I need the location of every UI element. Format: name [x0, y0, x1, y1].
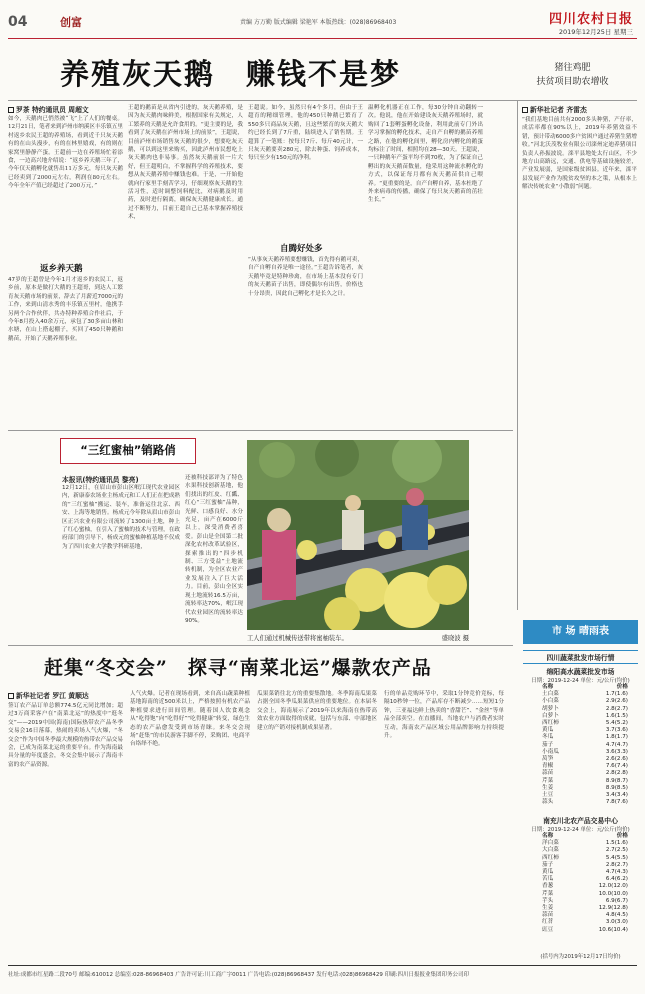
table-row — [540, 855, 630, 862]
market1-name: 绵阳高水蔬菜批发市场 — [546, 668, 615, 676]
winter-headline: 赶集“冬交会” 探寻“南菜北运”爆款农产品 — [44, 657, 432, 679]
vegetable-price: 1.5(1.6) — [605, 840, 628, 847]
vegetable-price: 10.0(10.0) — [598, 890, 628, 897]
right-column-divider — [517, 100, 518, 610]
vegetable-name: 芹菜 — [542, 777, 554, 784]
table-row — [540, 734, 630, 741]
vegetable-price: 7.6(7.4) — [605, 763, 628, 770]
pig-story-body: “我们基地目前共有2000多头种猪，产仔率，成活率都在90%以上，2019年养猪效益不错，预计带动6000多户贫困户通过养猪生猪增收。”河北沃茂牧业有限公司滦州定迪养猪项目负责人孙振波说。滦平县地处太行山区，不少地方山高路远，交通、供电等基础设施较差，产业发展弱，是国家级贫困县。近年来，滦平县发展产业作为脱贫攻坚的本之策，从根本上解决传统农业“小散弱”问题。 — [522, 117, 637, 191]
vegetable-price: 2.8(2.7) — [605, 861, 628, 868]
vegetable-price: 2.7(2.5) — [605, 847, 628, 854]
market2-price-table — [540, 833, 630, 934]
table-row — [540, 778, 630, 785]
table-row — [540, 720, 630, 727]
lead-byline: 罗茶 特约通讯员 周超文 — [8, 104, 123, 114]
kicker-line-1: 猪往鸡肥 — [554, 63, 591, 73]
editors-line: 责编 方万勤 版式编辑 梁艳军 本版热线：(028)86968403 — [240, 19, 397, 26]
table-row — [540, 749, 630, 756]
market1-date: 日期：2019-12-24 单位：元/公斤(均价) — [531, 678, 630, 684]
table-row — [540, 792, 630, 799]
table-row — [540, 862, 630, 869]
vegetable-price: 1.6(1.5) — [605, 712, 628, 719]
vegetable-price: 6.9(6.7) — [605, 897, 628, 904]
vegetable-price: 10.6(10.4) — [598, 926, 628, 933]
column-name-header: 名称 — [542, 833, 554, 839]
vegetable-name: 芋头 — [542, 897, 554, 904]
headline-divider — [8, 100, 637, 101]
vegetable-price: 12.0(12.0) — [598, 883, 628, 890]
table-row — [540, 898, 630, 905]
header-divider — [8, 38, 637, 39]
vegetable-price: 4.7(4.7) — [605, 741, 628, 748]
kicker-line-2: 扶贫项目助农增收 — [536, 77, 609, 87]
table-row — [540, 927, 630, 934]
winter-col3-body: 瓜果菜销往北方的重要集散地。冬季海南瓜果菜占据全国冬季瓜果菜供应的重要地位。在本届冬交会上，海南展示了2019年以来海南在热带高效农业方面取得的成就，包括与东部、中部地区建立的产销对接机制成果显著。 — [257, 691, 377, 731]
vegetable-price: 2.8(2.8) — [605, 770, 628, 777]
vegetable-name: 苦瓜 — [542, 876, 554, 883]
vegetable-name: 黄瓜 — [542, 727, 554, 734]
vegetable-price: 2.6(2.6) — [605, 756, 628, 763]
vegetable-name: 青椒 — [542, 763, 554, 770]
market-section-title: 四川蔬菜批发市场行情 — [523, 650, 638, 664]
table-row — [540, 706, 630, 713]
lead-col1-body: 47岁的王超曾是今年1月才返乡的农民工，返乡前，原本是做打大鹅的王超哥，到达人工繁育灰天鹅市场的前景，辞去了月薪近7000元的工作，来到山清水秀的丰乐镇五里村，他携手另两个合作伙伴，共办特种养殖合作社后，于今年8月投入40余万元，承包了30多亩山林和水塘，在山上搭起棚子，买回了450只种鹅和鹅苗，开始了天鹅养殖事业。 — [8, 277, 123, 342]
vegetable-price: 3.4(3.4) — [605, 792, 628, 799]
table-row — [540, 770, 630, 777]
column-price-header: 价格 — [616, 833, 628, 839]
lead-col3b-body: “从事灰天鹅养殖要想赚钱，首先得有鹅可卖，自产自孵自养是唯一途径。”王超告诉笔者，灰天鹅毕竟是特种珍禽，在市场上基本没有专门的灰天鹅苗子出售，即使偶尔有出售，价格也十分昂贵，因此自己孵化才是长久之计。 — [248, 257, 363, 297]
vegetable-price: 3.7(3.6) — [605, 727, 628, 734]
market2-name: 南充川北农产品交易中心 — [543, 817, 618, 825]
issue-date: 2019年12月25日 星期三 — [558, 28, 633, 36]
market-banner: 市 场 晴雨表 — [523, 620, 638, 644]
vegetable-price: 2.9(2.6) — [605, 698, 628, 705]
vegetable-price: 8.9(8.7) — [605, 777, 628, 784]
vegetable-price: 6.4(6.2) — [605, 876, 628, 883]
vegetable-name: 小南瓜 — [542, 748, 559, 755]
vegetable-name: 豇豆 — [542, 926, 554, 933]
vegetable-price: 5.4(5.5) — [605, 854, 628, 861]
pomelo-byline: 本报讯(特约通讯员 黎亮) — [62, 476, 139, 484]
table-row — [540, 883, 630, 890]
vegetable-name: 芹菜 — [542, 890, 554, 897]
photo-caption: 工人们通过机械传送带将蜜柚装车。 盛晓波 摄 — [247, 635, 469, 642]
subhead-return-home: 返乡养天鹅 — [40, 264, 83, 274]
table-row — [540, 891, 630, 898]
vegetable-price: 1.7(1.6) — [605, 691, 628, 698]
table-row — [540, 742, 630, 749]
vegetable-price: 2.8(2.7) — [605, 705, 628, 712]
vegetable-name: 小白菜 — [542, 698, 559, 705]
vegetable-name: 茄子 — [542, 861, 554, 868]
lead-col4-body: 温孵化机器正在工作，每30分钟自动翻转一次。他说，他在开始建设灰天鹅养殖场时，就购回了1套孵蛋孵化设备，利用此前专门外出学习掌握的孵化技术，走自产自孵的鹅苗养殖之路，在他的孵化间里，孵化房内孵化的鹅蛋均标注了时间，相照均在28—30天。王超说，一只种鹅年产蛋平均不到70枚，为了保证自己孵出的灰天鹅苗数量，他采用这种流水孵化的方式，以保证每月都有灰天鹅苗供自己喂养。“更重要的是，自产自孵自养，基本杜绝了外来病毒的传播，确保了每只灰天鹅苗的茁壮生长。” — [368, 105, 483, 204]
footer-info: 社址:成都市红星路二段70号 邮编:610012 总编室:028-86968403 广告许可证:川工商广字0011 广告电话:(028)86968437 发行电话:(028)86968429 印刷:四川日报报业集团印务公司印 — [8, 972, 469, 978]
lead-col3-body: 王超说。如今，虽然只有4个多月，但由于王超育的精细管理，他的450只种鹅已繁育了550多只商品灰天鹅，且这些繁育的灰天鹅大约已经长到了7斤重，陆续进入了销售期。王超算了一笔账：按每只7斤、每斤40元计，一只灰天鹅要卖280元，除去种蛋、饲养成本，每只至少有150元的净利。 — [248, 105, 363, 162]
vegetable-name: 生姜 — [542, 784, 554, 791]
vegetable-name: 蒜苗 — [542, 770, 554, 777]
winter-col4-body: 行的单品竞购环节中，采取1分钟竞价竞标，每隔10秒钟一位，产品库存不断减少……短短1分钟，三亚福达鲜上热卖的“香甜芒”、“金丝”等单品全部卖空。在直播间，当地农户与消费者实时互动，海南农产品区域公用品牌影响力持续提升。 — [384, 691, 504, 740]
vegetable-price: 3.0(3.0) — [605, 919, 628, 926]
pomelo-col2-body: 还被科技部评为了特色水果科技创新基地，他们找出的红皮、红瓤、红心“三红蜜柚”品种，光鲜、口感良好、水分充足，亩产在6000斤以上，深受消费者喜爱。彭山是全国第二批深化农村改革试验区，探索推出的“四步机制、三方受益”土地流转机制，为全区农业产业发展注入了巨大活力。目前，彭山全区实现土地流转16.5万亩，流转率达70%，岷江现代农业园区的流转率达90%。 — [185, 475, 243, 624]
table-row — [540, 919, 630, 926]
pomelo-photo — [247, 440, 469, 630]
section-divider-2 — [8, 645, 513, 646]
table-row — [540, 698, 630, 705]
vegetable-name: 蒜苗 — [542, 912, 554, 919]
market1-price-table — [540, 684, 630, 806]
column-price-header: 价格 — [616, 684, 628, 690]
table-row — [540, 876, 630, 883]
vegetable-name: 冬瓜 — [542, 734, 554, 741]
lead-col2-body: 王超的鹅苗是从省内引进的，灰天鹅养殖，是因为灰天鹅肉味鲜美，根据国家有关规定，人工繁养的天鹅是允许食用的。“更主要的是，我看到了灰天鹅在泸州市场上的前景”，王超说，目前泸州市场销售灰天鹅的很少，想要吃灰天鹅，可以到这里来购买，因此泸州市民想吃上灰天鹅肉也非易事。虽然灰天鹅前景一片大好，但王超明白，不掌握科学的养殖技术，要想从灰天鹅养殖中赚钱也难。于是，一开始他就向行家里手刻苦学习，仔细观察灰天鹅的生活习性，适时调整饲料配比，对病鹅及时用药，及时进行隔离，确保灰天鹅健康成长。通过不断努力，目前王超自己已基本掌握养殖技术， — [128, 105, 243, 221]
vegetable-price: 3.6(3.3) — [605, 748, 628, 755]
section-divider-1 — [8, 430, 513, 431]
vegetable-name: 蒜头 — [542, 799, 554, 806]
lead-intro: 如今，天鹅肉已悄然被“飞”上了人们的餐桌。12月21日，笔者来到泸州市纳溪区丰乐镇五里村返乡农民王超的养殖场，看到近千只灰天鹅有的在山头漫步，有的在林里嬉戏，有的则在家窝里静静产蛋。王超前一边在养殖场忙着添食，一边高兴地介绍说：“返乡养天鹅三年了，今年仅天鹅孵化就售出11万多元，每只灰天鹅已经卖到了2000元左右，利润在80元左右。今年全年产值已经超过了200万元，” — [8, 116, 123, 190]
pomelo-box-title: “三红蜜柚”销路俏 — [60, 438, 196, 464]
table-row — [540, 912, 630, 919]
vegetable-name: 莴笋 — [542, 756, 554, 763]
vegetable-name: 香葱 — [542, 883, 554, 890]
table-row — [540, 713, 630, 720]
table-row — [540, 727, 630, 734]
winter-col2-body: 人气火爆。记者在现场看到，来自高山蔬菜种植基地海南的近500米以上，严格按照有机农产品种植要求进行田间管理。随着国人饮食观念从“吃得饱”向“吃得好”“吃得健康”转变，绿色生态的农产品愈发受到市场青睐。来冬交会现场“赶集”的市民游客手脚不停，采购团、电商平台络绎不绝。 — [130, 691, 250, 748]
table-row — [540, 869, 630, 876]
vegetable-name: 红苕 — [542, 919, 554, 926]
vegetable-price: 4.7(4.3) — [605, 869, 628, 876]
winter-col1-body: 签订农产品订单总额774.5亿元同比增加；超过3万商采客户在“南菜北运”的热度中“逛冬交”——2019中国(海南)国际热带农产品冬季交易会16日落幕，热闹的卖场人气火爆，“冬交会”作为中国冬季最大规模的热带农产品交易会，已成为南菜北运的重要平台。作为海南最具分量的年度盛会，冬交会集中展示了海南丰富的农产品资源。 — [8, 703, 123, 768]
table-row — [540, 763, 630, 770]
vegetable-name: 西红柿 — [542, 854, 559, 861]
vegetable-name: 胡萝卜 — [542, 705, 559, 712]
table-row — [540, 905, 630, 912]
market-note: (括号内为2019年12月17日均价) — [540, 954, 621, 960]
column-name-header: 名称 — [542, 684, 554, 690]
vegetable-price: 5.4(5.2) — [605, 720, 628, 727]
vegetable-name: 大白菜 — [542, 847, 559, 854]
vegetable-name: 西红柿 — [542, 720, 559, 727]
vegetable-name: 黄瓜 — [542, 869, 554, 876]
table-row — [540, 847, 630, 854]
table-row — [540, 785, 630, 792]
table-row — [540, 756, 630, 763]
winter-byline: 新华社记者 罗江 黄顺达 — [8, 690, 123, 700]
vegetable-name: 土白菜 — [542, 691, 559, 698]
vegetable-price: 1.8(1.7) — [605, 734, 628, 741]
vegetable-price: 12.9(12.8) — [598, 905, 628, 912]
market2-date: 日期：2019-12-24 单位：元/公斤(均价) — [531, 827, 630, 833]
vegetable-name: 土豆 — [542, 792, 554, 799]
footer-divider — [8, 965, 637, 966]
lead-headline: 养殖灰天鹅 赚钱不是梦 — [60, 57, 402, 91]
masthead-logo: 四川农村日报 — [548, 12, 633, 27]
pomelo-col1-body: 12月12日，在眉山市彭山区岷江现代农业园区内，新康泰农场业主杨成元和工人们正在把成熟的“三红蜜柚”搬运、装车，准备运往北京、西安、上海等地销售。杨成元今年除从眉山市彭山区正兴农业有限公司流转了1300亩土地，种上了红心蜜柚，在引入了蜜柚的技术与管理，在政府部门的引导下，杨成元的蜜柚种植基地不仅成为了四川农业大学教学科研基地， — [62, 485, 180, 550]
vegetable-price: 7.8(7.6) — [605, 799, 628, 806]
vegetable-name: 洋白菜 — [542, 840, 559, 847]
vegetable-price: 8.9(8.5) — [605, 784, 628, 791]
table-row — [540, 799, 630, 806]
pig-byline: 新华社记者 齐雷杰 — [522, 104, 637, 114]
vegetable-price: 4.8(4.5) — [605, 912, 628, 919]
subhead-self-incubation: 自腾好处多 — [280, 244, 323, 254]
vegetable-name: 生姜 — [542, 905, 554, 912]
page-number: 04 — [8, 14, 28, 30]
section-name: 创富 — [60, 16, 82, 29]
vegetable-name: 白萝卜 — [542, 712, 559, 719]
vegetable-name: 茄子 — [542, 741, 554, 748]
